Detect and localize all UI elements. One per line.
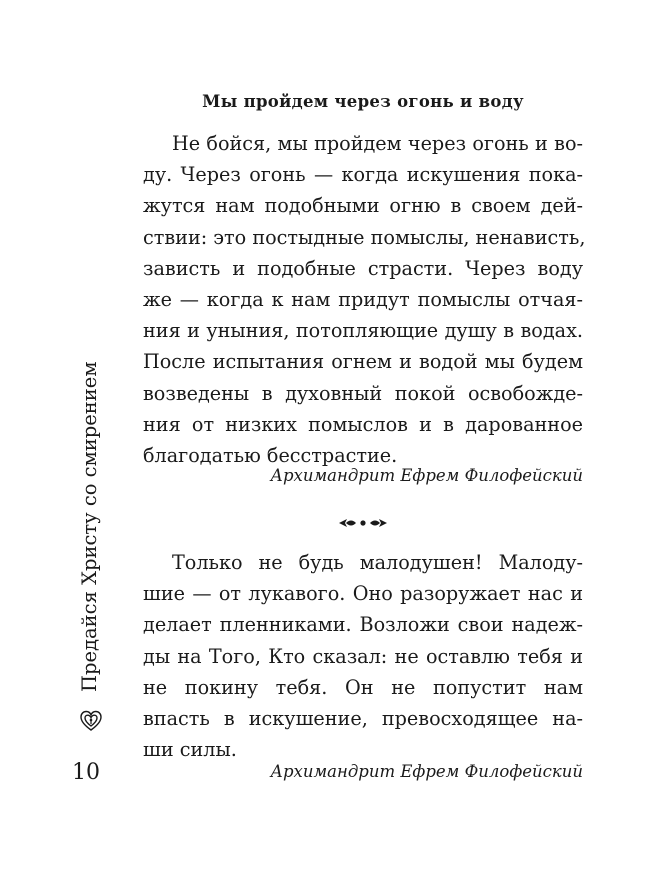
paragraph-line: Не бойся, мы пройдем через огонь и во- xyxy=(172,132,583,155)
page-heading: Мы пройдем через огонь и воду xyxy=(202,92,524,111)
paragraph-line: ду. Через огонь — когда искушения пока- xyxy=(143,163,583,187)
paragraph-line: шие — от лукавого. Оно разоружает нас и xyxy=(143,582,583,606)
paragraph-line: ды на Того, Кто сказал: не оставлю тебя и xyxy=(143,644,583,668)
paragraph-line: зависть и подобные страсти. Через воду xyxy=(143,256,583,280)
spine-title: Предайся Христу со смирением xyxy=(78,361,101,692)
heart-emblem-icon xyxy=(78,708,104,734)
paragraph-line: ния и уныния, потопляющие душу в водах. xyxy=(143,319,583,343)
paragraph-line: Только не будь малодушен! Малоду- xyxy=(172,551,583,574)
attribution-1: Архимандрит Ефрем Филофейский xyxy=(270,466,583,485)
paragraph-line: ши силы. xyxy=(143,738,237,762)
paragraph-line: ствии: это постыдные помыслы, ненависть, xyxy=(143,225,586,249)
paragraph-1 xyxy=(143,128,586,471)
paragraph-line: делает пленниками. Возложи свои надеж- xyxy=(143,613,583,637)
paragraph-line: После испытания огнем и водой мы будем xyxy=(143,350,583,374)
paragraph-line: жутся нам подобными огню в своем дей- xyxy=(143,194,583,218)
paragraph-line: ния от низких помыслов и в дарованное xyxy=(143,412,583,436)
paragraph-line: же — когда к нам придут помыслы отчая- xyxy=(143,287,583,311)
paragraph-line: впасть в искушение, превосходящее на- xyxy=(143,706,583,730)
paragraph-line: не покину тебя. Он не попустит нам xyxy=(143,675,583,699)
attribution-2: Архимандрит Ефрем Филофейский xyxy=(270,762,583,781)
paragraph-line: благодатью бесстрастие. xyxy=(143,443,398,467)
ornament-divider-icon xyxy=(338,516,388,530)
page-number: 10 xyxy=(72,760,100,785)
paragraph-2 xyxy=(143,547,583,765)
paragraph-line: возведены в духовный покой освобожде- xyxy=(143,381,583,405)
